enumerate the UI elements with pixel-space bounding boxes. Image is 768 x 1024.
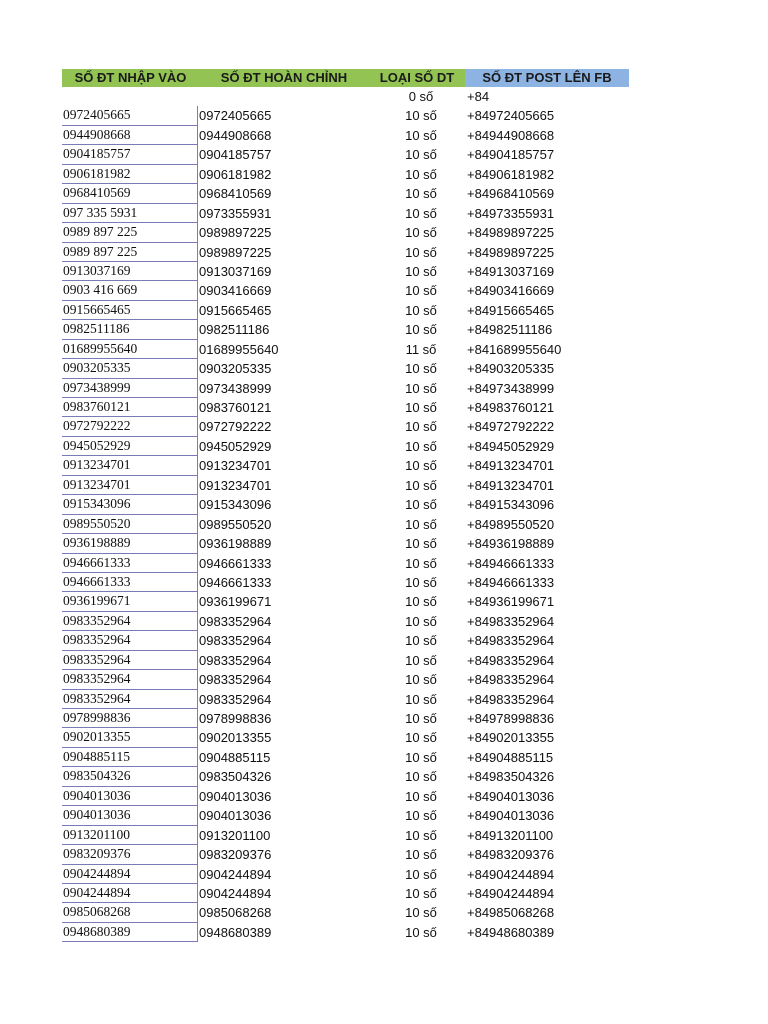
complete-number-cell[interactable]: 0983352964 [199, 691, 272, 707]
input-number-cell[interactable]: 0946661333 [62, 554, 198, 573]
input-number-cell[interactable]: 0972792222 [62, 417, 198, 436]
input-number-cell[interactable]: 0983352964 [62, 651, 198, 670]
complete-number-cell[interactable]: 0936198889 [199, 536, 272, 552]
input-number-cell[interactable]: 0983352964 [62, 612, 198, 631]
fb-number-cell[interactable]: +84904185757 [467, 147, 555, 163]
complete-number-cell[interactable]: 0902013355 [199, 730, 272, 746]
complete-number-cell[interactable]: 0948680389 [199, 924, 272, 940]
number-type-cell[interactable]: 10 số [405, 730, 437, 746]
complete-number-cell[interactable]: 0906181982 [199, 166, 272, 182]
fb-number-cell[interactable]: +84906181982 [467, 166, 555, 182]
number-type-cell[interactable]: 10 số [405, 924, 437, 940]
complete-number-cell[interactable]: 0983352964 [199, 633, 272, 649]
table-row [62, 320, 629, 339]
fb-number-cell[interactable]: +84904013036 [467, 788, 555, 804]
fb-number-cell[interactable]: +841689955640 [467, 341, 562, 357]
number-type-cell[interactable]: 10 số [405, 166, 437, 182]
fb-number-cell[interactable]: +84913201100 [467, 827, 554, 843]
complete-number-cell[interactable]: 0973438999 [199, 380, 272, 396]
complete-number-cell[interactable]: 0989897225 [199, 244, 272, 260]
table-row [62, 631, 629, 650]
input-number-cell[interactable]: 0902013355 [62, 728, 198, 747]
number-type-cell[interactable]: 10 số [405, 711, 437, 726]
number-type-cell[interactable]: 10 số [405, 127, 437, 143]
input-number-cell[interactable]: 0906181982 [62, 165, 198, 184]
header-row [62, 69, 629, 87]
table-row [62, 903, 629, 922]
input-number-cell[interactable]: 0948680389 [62, 923, 198, 942]
input-number-cell[interactable]: 0983209376 [62, 845, 198, 864]
number-type-cell[interactable]: 10 số [405, 322, 437, 338]
input-number-cell[interactable]: 0904244894 [62, 865, 198, 884]
table-row [62, 670, 629, 689]
table-row [62, 145, 629, 164]
complete-number-cell[interactable]: 0983504326 [199, 769, 272, 785]
header-number-type[interactable]: LOẠI SỐ DT [369, 69, 465, 87]
number-type-cell[interactable]: 10 số [405, 905, 437, 921]
table-row [62, 748, 629, 767]
number-type-cell[interactable]: 10 số [405, 244, 437, 260]
fb-number-cell[interactable]: +84983352964 [467, 633, 555, 649]
input-number-cell[interactable]: 0903 416 669 [62, 281, 198, 300]
fb-number-cell[interactable]: +84 [467, 89, 490, 104]
complete-number-cell[interactable]: 0944908668 [199, 127, 272, 143]
complete-number-cell[interactable]: 0946661333 [199, 574, 272, 590]
number-type-cell[interactable]: 10 số [405, 788, 437, 804]
input-number-cell[interactable]: 0944908668 [62, 126, 198, 145]
complete-number-cell[interactable]: 0972792222 [199, 419, 272, 435]
fb-number-cell[interactable]: +84983352964 [467, 691, 555, 707]
complete-number-cell[interactable]: 0904244894 [199, 866, 272, 882]
table-row [62, 690, 629, 709]
complete-number-cell[interactable]: 0913037169 [199, 263, 272, 279]
number-type-cell[interactable]: 10 số [405, 108, 437, 124]
table-row [62, 923, 629, 942]
table-row [62, 301, 629, 320]
input-number-cell[interactable]: 0913234701 [62, 476, 198, 495]
table-row [62, 826, 629, 845]
number-type-cell[interactable]: 10 số [405, 555, 437, 571]
fb-number-cell[interactable]: +84902013355 [467, 730, 555, 746]
complete-number-cell[interactable]: 0983352964 [199, 613, 272, 629]
table-row [62, 592, 629, 611]
fb-number-cell[interactable]: +84903416669 [467, 283, 555, 299]
table-row [62, 573, 629, 592]
number-type-cell[interactable]: 11 số [405, 341, 437, 357]
fb-number-cell[interactable]: +84904013036 [467, 808, 555, 824]
fb-number-cell[interactable]: +84945052929 [467, 438, 555, 454]
complete-number-cell[interactable]: 0945052929 [199, 438, 272, 454]
number-type-cell[interactable]: 10 số [405, 186, 437, 202]
complete-number-cell[interactable]: 0972405665 [199, 108, 272, 124]
fb-number-cell[interactable]: +84944908668 [467, 127, 555, 143]
number-type-cell[interactable]: 10 số [405, 652, 437, 668]
table-row [62, 87, 629, 106]
input-number-cell[interactable] [62, 87, 198, 106]
table-row [62, 612, 629, 631]
table-row [62, 495, 629, 514]
number-type-cell[interactable]: 10 số [405, 419, 437, 435]
header-fb-number[interactable]: SỐ ĐT POST LÊN FB [465, 69, 629, 87]
input-number-cell[interactable]: 0989550520 [62, 515, 198, 534]
table-row [62, 456, 629, 475]
input-number-cell[interactable]: 0972405665 [62, 106, 198, 125]
table-row [62, 106, 629, 125]
table-row [62, 165, 629, 184]
number-type-cell[interactable]: 10 số [405, 263, 437, 279]
number-type-cell[interactable]: 10 số [405, 769, 437, 785]
number-type-cell[interactable]: 10 số [405, 438, 437, 454]
complete-number-cell[interactable]: 0968410569 [199, 186, 272, 202]
input-number-cell[interactable]: 0989 897 225 [62, 223, 198, 242]
number-type-cell[interactable]: 10 số [405, 672, 437, 688]
number-type-cell[interactable]: 10 số [405, 380, 437, 396]
complete-number-cell[interactable]: 0983760121 [199, 400, 272, 415]
fb-number-cell[interactable]: +84904885115 [467, 749, 554, 765]
number-type-cell[interactable]: 10 số [405, 283, 437, 299]
complete-number-cell[interactable]: 0903205335 [199, 361, 272, 377]
complete-number-cell[interactable]: 01689955640 [199, 341, 279, 357]
fb-number-cell[interactable]: +84978998836 [467, 711, 555, 726]
complete-number-cell[interactable]: 0904185757 [199, 147, 272, 163]
input-number-cell[interactable]: 0968410569 [62, 184, 198, 203]
input-number-cell[interactable]: 0904244894 [62, 884, 198, 903]
complete-number-cell[interactable]: 0946661333 [199, 555, 272, 571]
fb-number-cell[interactable]: +84983352964 [467, 672, 555, 688]
input-number-cell[interactable]: 0983352964 [62, 631, 198, 650]
fb-number-cell[interactable]: +84973438999 [467, 380, 555, 396]
fb-number-cell[interactable]: +84915343096 [467, 497, 555, 513]
fb-number-cell[interactable]: +84972405665 [467, 108, 555, 124]
table-row [62, 767, 629, 786]
input-number-cell[interactable]: 0982511186 [62, 320, 198, 339]
fb-number-cell[interactable]: +84985068268 [467, 905, 555, 921]
table-row [62, 787, 629, 806]
fb-number-cell[interactable]: +84903205335 [467, 361, 555, 377]
input-number-cell[interactable]: 0913037169 [62, 262, 198, 281]
table-row [62, 243, 629, 262]
input-number-cell[interactable]: 0983760121 [62, 398, 198, 417]
complete-number-cell[interactable]: 0903416669 [199, 283, 272, 299]
table-row [62, 417, 629, 436]
fb-number-cell[interactable]: +84989897225 [467, 225, 555, 241]
table-row [62, 184, 629, 203]
complete-number-cell[interactable] [198, 87, 368, 106]
complete-number-cell[interactable]: 0913234701 [199, 477, 272, 493]
number-type-cell[interactable]: 10 số [405, 594, 437, 610]
number-type-cell[interactable]: 10 số [405, 808, 437, 824]
fb-number-cell[interactable]: +84968410569 [467, 186, 555, 202]
number-type-cell[interactable]: 10 số [405, 458, 437, 474]
input-number-cell[interactable]: 0904185757 [62, 145, 198, 164]
number-type-cell[interactable]: 10 số [405, 691, 437, 707]
input-number-cell[interactable]: 0915665465 [62, 301, 198, 320]
number-type-cell[interactable]: 10 số [405, 497, 437, 513]
table-row [62, 204, 629, 223]
input-number-cell[interactable]: 01689955640 [62, 340, 198, 359]
number-type-cell[interactable]: 10 số [405, 847, 437, 863]
table-row [62, 359, 629, 378]
complete-number-cell[interactable]: 0913201100 [199, 827, 271, 843]
complete-number-cell[interactable]: 0989550520 [199, 516, 272, 532]
fb-number-cell[interactable]: +84982511186 [467, 322, 553, 338]
number-type-cell[interactable]: 10 số [405, 225, 437, 241]
table-row [62, 262, 629, 281]
fb-number-cell[interactable]: +84983504326 [467, 769, 555, 785]
table-row [62, 515, 629, 534]
table-row [62, 709, 629, 728]
table-body [62, 87, 629, 942]
table-row [62, 651, 629, 670]
fb-number-cell[interactable]: +84913234701 [467, 458, 555, 474]
number-type-cell[interactable]: 10 số [405, 302, 437, 318]
number-type-cell[interactable]: 10 số [405, 361, 437, 377]
complete-number-cell[interactable]: 0904244894 [199, 885, 272, 901]
input-number-cell[interactable]: 0936198889 [62, 534, 198, 553]
table-row [62, 398, 629, 417]
number-type-cell[interactable]: 10 số [405, 536, 437, 552]
number-type-cell[interactable]: 10 số [405, 516, 437, 532]
number-type-cell[interactable]: 0 số [408, 89, 434, 104]
input-number-cell[interactable]: 0904013036 [62, 806, 198, 825]
table-row [62, 223, 629, 242]
number-type-cell[interactable]: 10 số [405, 574, 437, 590]
fb-number-cell[interactable]: +84913037169 [467, 263, 555, 279]
input-number-cell[interactable]: 0904885115 [62, 748, 198, 767]
complete-number-cell[interactable]: 0983209376 [199, 847, 272, 863]
table-row [62, 884, 629, 903]
fb-number-cell[interactable]: +84936198889 [467, 536, 555, 552]
table-row [62, 845, 629, 864]
fb-number-cell[interactable]: +84946661333 [467, 574, 555, 590]
input-number-cell[interactable]: 0985068268 [62, 903, 198, 922]
fb-number-cell[interactable]: +84904244894 [467, 866, 555, 882]
complete-number-cell[interactable]: 0936199671 [199, 594, 272, 610]
fb-number-cell[interactable]: +84989550520 [467, 516, 555, 532]
fb-number-cell[interactable]: +84972792222 [467, 419, 555, 435]
input-number-cell[interactable]: 0983352964 [62, 670, 198, 689]
complete-number-cell[interactable]: 0978998836 [199, 711, 272, 726]
input-number-cell[interactable]: 0904013036 [62, 787, 198, 806]
table-row [62, 865, 629, 884]
input-number-cell[interactable]: 0936199671 [62, 592, 198, 611]
fb-number-cell[interactable]: +84983760121 [467, 400, 555, 415]
fb-number-cell[interactable]: +84973355931 [467, 205, 555, 221]
table-row [62, 728, 629, 747]
number-type-cell[interactable]: 10 số [405, 749, 437, 765]
input-number-cell[interactable]: 0978998836 [62, 709, 198, 728]
fb-number-cell[interactable]: +84983209376 [467, 847, 555, 863]
complete-number-cell[interactable]: 0989897225 [199, 225, 272, 241]
input-number-cell[interactable]: 0983504326 [62, 767, 198, 786]
number-type-cell[interactable]: 10 số [405, 613, 437, 629]
number-type-cell[interactable]: 10 số [405, 205, 437, 221]
input-number-cell[interactable]: 0983352964 [62, 690, 198, 709]
complete-number-cell[interactable]: 0904885115 [199, 749, 271, 765]
table-row [62, 126, 629, 145]
table-row [62, 554, 629, 573]
complete-number-cell[interactable]: 0985068268 [199, 905, 272, 921]
number-type-cell[interactable]: 10 số [405, 885, 437, 901]
table-row [62, 340, 629, 359]
complete-number-cell[interactable]: 0983352964 [199, 672, 272, 688]
table-row [62, 281, 629, 300]
table-row [62, 534, 629, 553]
fb-number-cell[interactable]: +84946661333 [467, 555, 555, 571]
fb-number-cell[interactable]: +84936199671 [467, 594, 555, 610]
input-number-cell[interactable]: 0989 897 225 [62, 243, 198, 262]
spreadsheet [62, 69, 629, 942]
fb-number-cell[interactable]: +84904244894 [467, 885, 555, 901]
number-type-cell[interactable]: 10 số [405, 400, 437, 415]
table-row [62, 806, 629, 825]
fb-number-cell[interactable]: +84989897225 [467, 244, 555, 260]
complete-number-cell[interactable]: 0983352964 [199, 652, 272, 668]
input-number-cell[interactable]: 0946661333 [62, 573, 198, 592]
table-row [62, 379, 629, 398]
complete-number-cell[interactable]: 0904013036 [199, 808, 272, 824]
input-number-cell[interactable]: 0915343096 [62, 495, 198, 514]
number-type-cell[interactable]: 10 số [405, 147, 437, 163]
number-type-cell[interactable]: 10 số [405, 866, 437, 882]
fb-number-cell[interactable]: +84948680389 [467, 924, 555, 940]
fb-number-cell[interactable]: +84915665465 [467, 302, 555, 318]
input-number-cell[interactable]: 0903205335 [62, 359, 198, 378]
input-number-cell[interactable]: 097 335 5931 [62, 204, 198, 223]
input-number-cell[interactable]: 0945052929 [62, 437, 198, 456]
number-type-cell[interactable]: 10 số [405, 633, 437, 649]
complete-number-cell[interactable]: 0915665465 [199, 302, 272, 318]
input-number-cell[interactable]: 0913234701 [62, 456, 198, 475]
fb-number-cell[interactable]: +84983352964 [467, 613, 555, 629]
complete-number-cell[interactable]: 0913234701 [199, 458, 272, 474]
fb-number-cell[interactable]: +84913234701 [467, 477, 555, 493]
complete-number-cell[interactable]: 0915343096 [199, 497, 272, 513]
complete-number-cell[interactable]: 0982511186 [199, 322, 270, 338]
header-complete-number[interactable]: SỐ ĐT HOÀN CHỈNH [199, 69, 369, 87]
fb-number-cell[interactable]: +84983352964 [467, 652, 555, 668]
table-row [62, 476, 629, 495]
input-number-cell[interactable]: 0973438999 [62, 379, 198, 398]
header-input-number[interactable]: SỐ ĐT NHẬP VÀO [62, 69, 199, 87]
complete-number-cell[interactable]: 0973355931 [199, 205, 272, 221]
input-number-cell[interactable]: 0913201100 [62, 826, 198, 845]
complete-number-cell[interactable]: 0904013036 [199, 788, 272, 804]
table-row [62, 437, 629, 456]
number-type-cell[interactable]: 10 số [405, 827, 437, 843]
number-type-cell[interactable]: 10 số [405, 477, 437, 493]
